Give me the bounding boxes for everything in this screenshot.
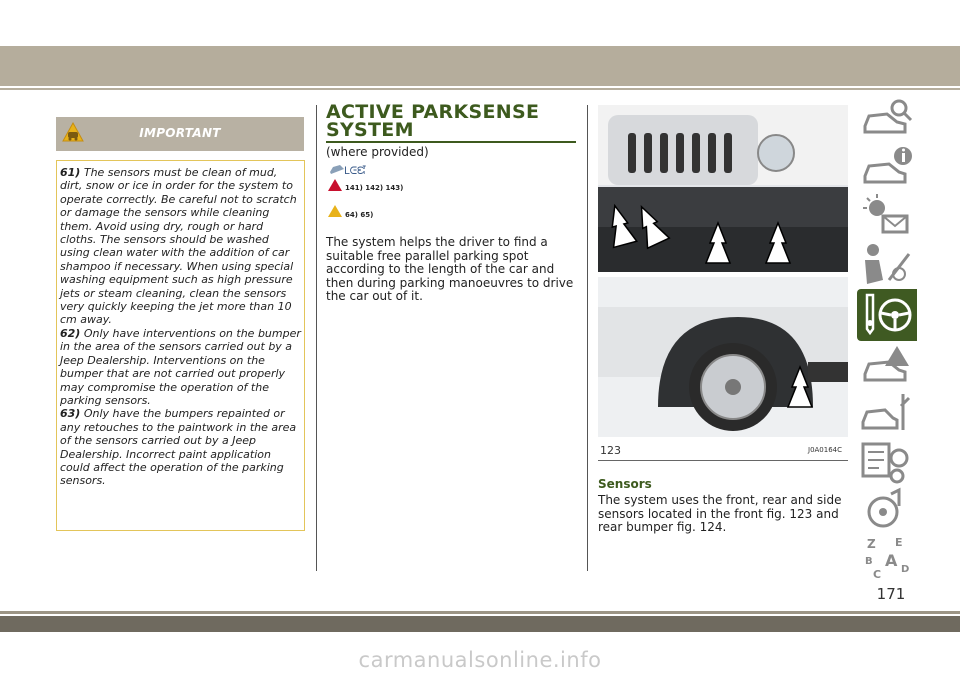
section-rule: [326, 141, 576, 143]
seat-airbag-icon[interactable]: [857, 240, 917, 292]
warning-light-message-icon[interactable]: [857, 190, 917, 242]
front-bumper-photo: [598, 105, 848, 272]
important-title: IMPORTANT: [139, 126, 221, 140]
svg-text:Z: Z: [867, 537, 876, 551]
sensors-heading: Sensors: [598, 477, 652, 491]
svg-text:B: B: [865, 556, 873, 567]
figure-code: J0A0164C: [808, 446, 843, 454]
caution-refs: 64) 65): [345, 211, 374, 219]
where-provided: (where provided): [326, 145, 429, 159]
svg-text:D: D: [901, 564, 910, 575]
svg-text:A: A: [885, 551, 898, 570]
column-divider-1: [316, 105, 317, 571]
page-number: 171: [876, 585, 906, 603]
car-emergency-icon[interactable]: [857, 338, 917, 390]
svg-text:E: E: [895, 536, 903, 549]
sensors-body: The system uses the front, rear and side sensors located in the front fig. 123 and rear bumper fig. 124.: [598, 493, 842, 534]
tab-starting-driving[interactable]: [857, 289, 917, 341]
header-band: [0, 46, 960, 86]
steering-key-icon: [857, 289, 917, 341]
note-text: Only have the bumpers repainted or any retouches to the paintwork in the area of the sensors carried out by a Jeep Dealership. Incorrect paint application could affect the operation of the parking sensors.: [60, 407, 297, 488]
warning-refs: 141) 142) 143): [345, 184, 404, 192]
important-header: [56, 117, 304, 151]
option-car-icon: [328, 161, 366, 177]
header-rule: [0, 88, 960, 90]
section-title: ACTIVE PARKSENSE SYSTEM: [326, 101, 540, 141]
figure-number: 123: [600, 444, 621, 457]
index-abc-icon[interactable]: [857, 532, 917, 584]
side-bumper-photo: [598, 277, 848, 437]
note-number: 61): [60, 166, 81, 179]
caution-car-icon: [328, 205, 342, 217]
svg-text:C: C: [873, 568, 882, 581]
svg-text:ᒪᕮᘿ: ᒪᕮᘿ: [344, 166, 366, 177]
car-search-icon[interactable]: [857, 92, 917, 144]
note-number: 63): [60, 407, 81, 421]
footer-rule: [0, 611, 960, 614]
section-body: The system helps the driver to find a suitable free parallel parking spot according to the length of the car and then during parking manoeuvres to drive the car out of it.: [326, 235, 574, 303]
watermark: carmanualsonline.info: [358, 648, 602, 672]
car-service-icon[interactable]: [857, 386, 917, 438]
column-divider-2: [587, 105, 588, 571]
car-info-icon[interactable]: [857, 140, 917, 192]
important-notes: [60, 166, 302, 488]
warning-triangle-icon: [328, 179, 342, 191]
specs-gear-icon[interactable]: [857, 436, 917, 488]
figure-rule: [598, 460, 848, 461]
note-text: The sensors must be clean of mud, dirt, snow or ice in order for the system to operate correctly. Be careful not to scratch or damage the sensors while cleaning them. Avoid using dry, rough or hard cloths. The sensors should be washed using clean water with the addition of car shampoo if necessary. When using special washing equipment such as high pressure jets or steam cleaning, clean the sensors very quickly keeping the jet more than 10 cm away.: [60, 166, 297, 327]
note-number: 62): [60, 326, 81, 340]
multimedia-icon[interactable]: [857, 484, 917, 536]
footer-band: [0, 616, 960, 632]
note-text: Only have interventions on the bumper in the area of the sensors carried out by a Jeep Dealership. Interventions on the bumper that are not carried out properly may compromise the operation of the parking sensors.: [60, 326, 301, 407]
